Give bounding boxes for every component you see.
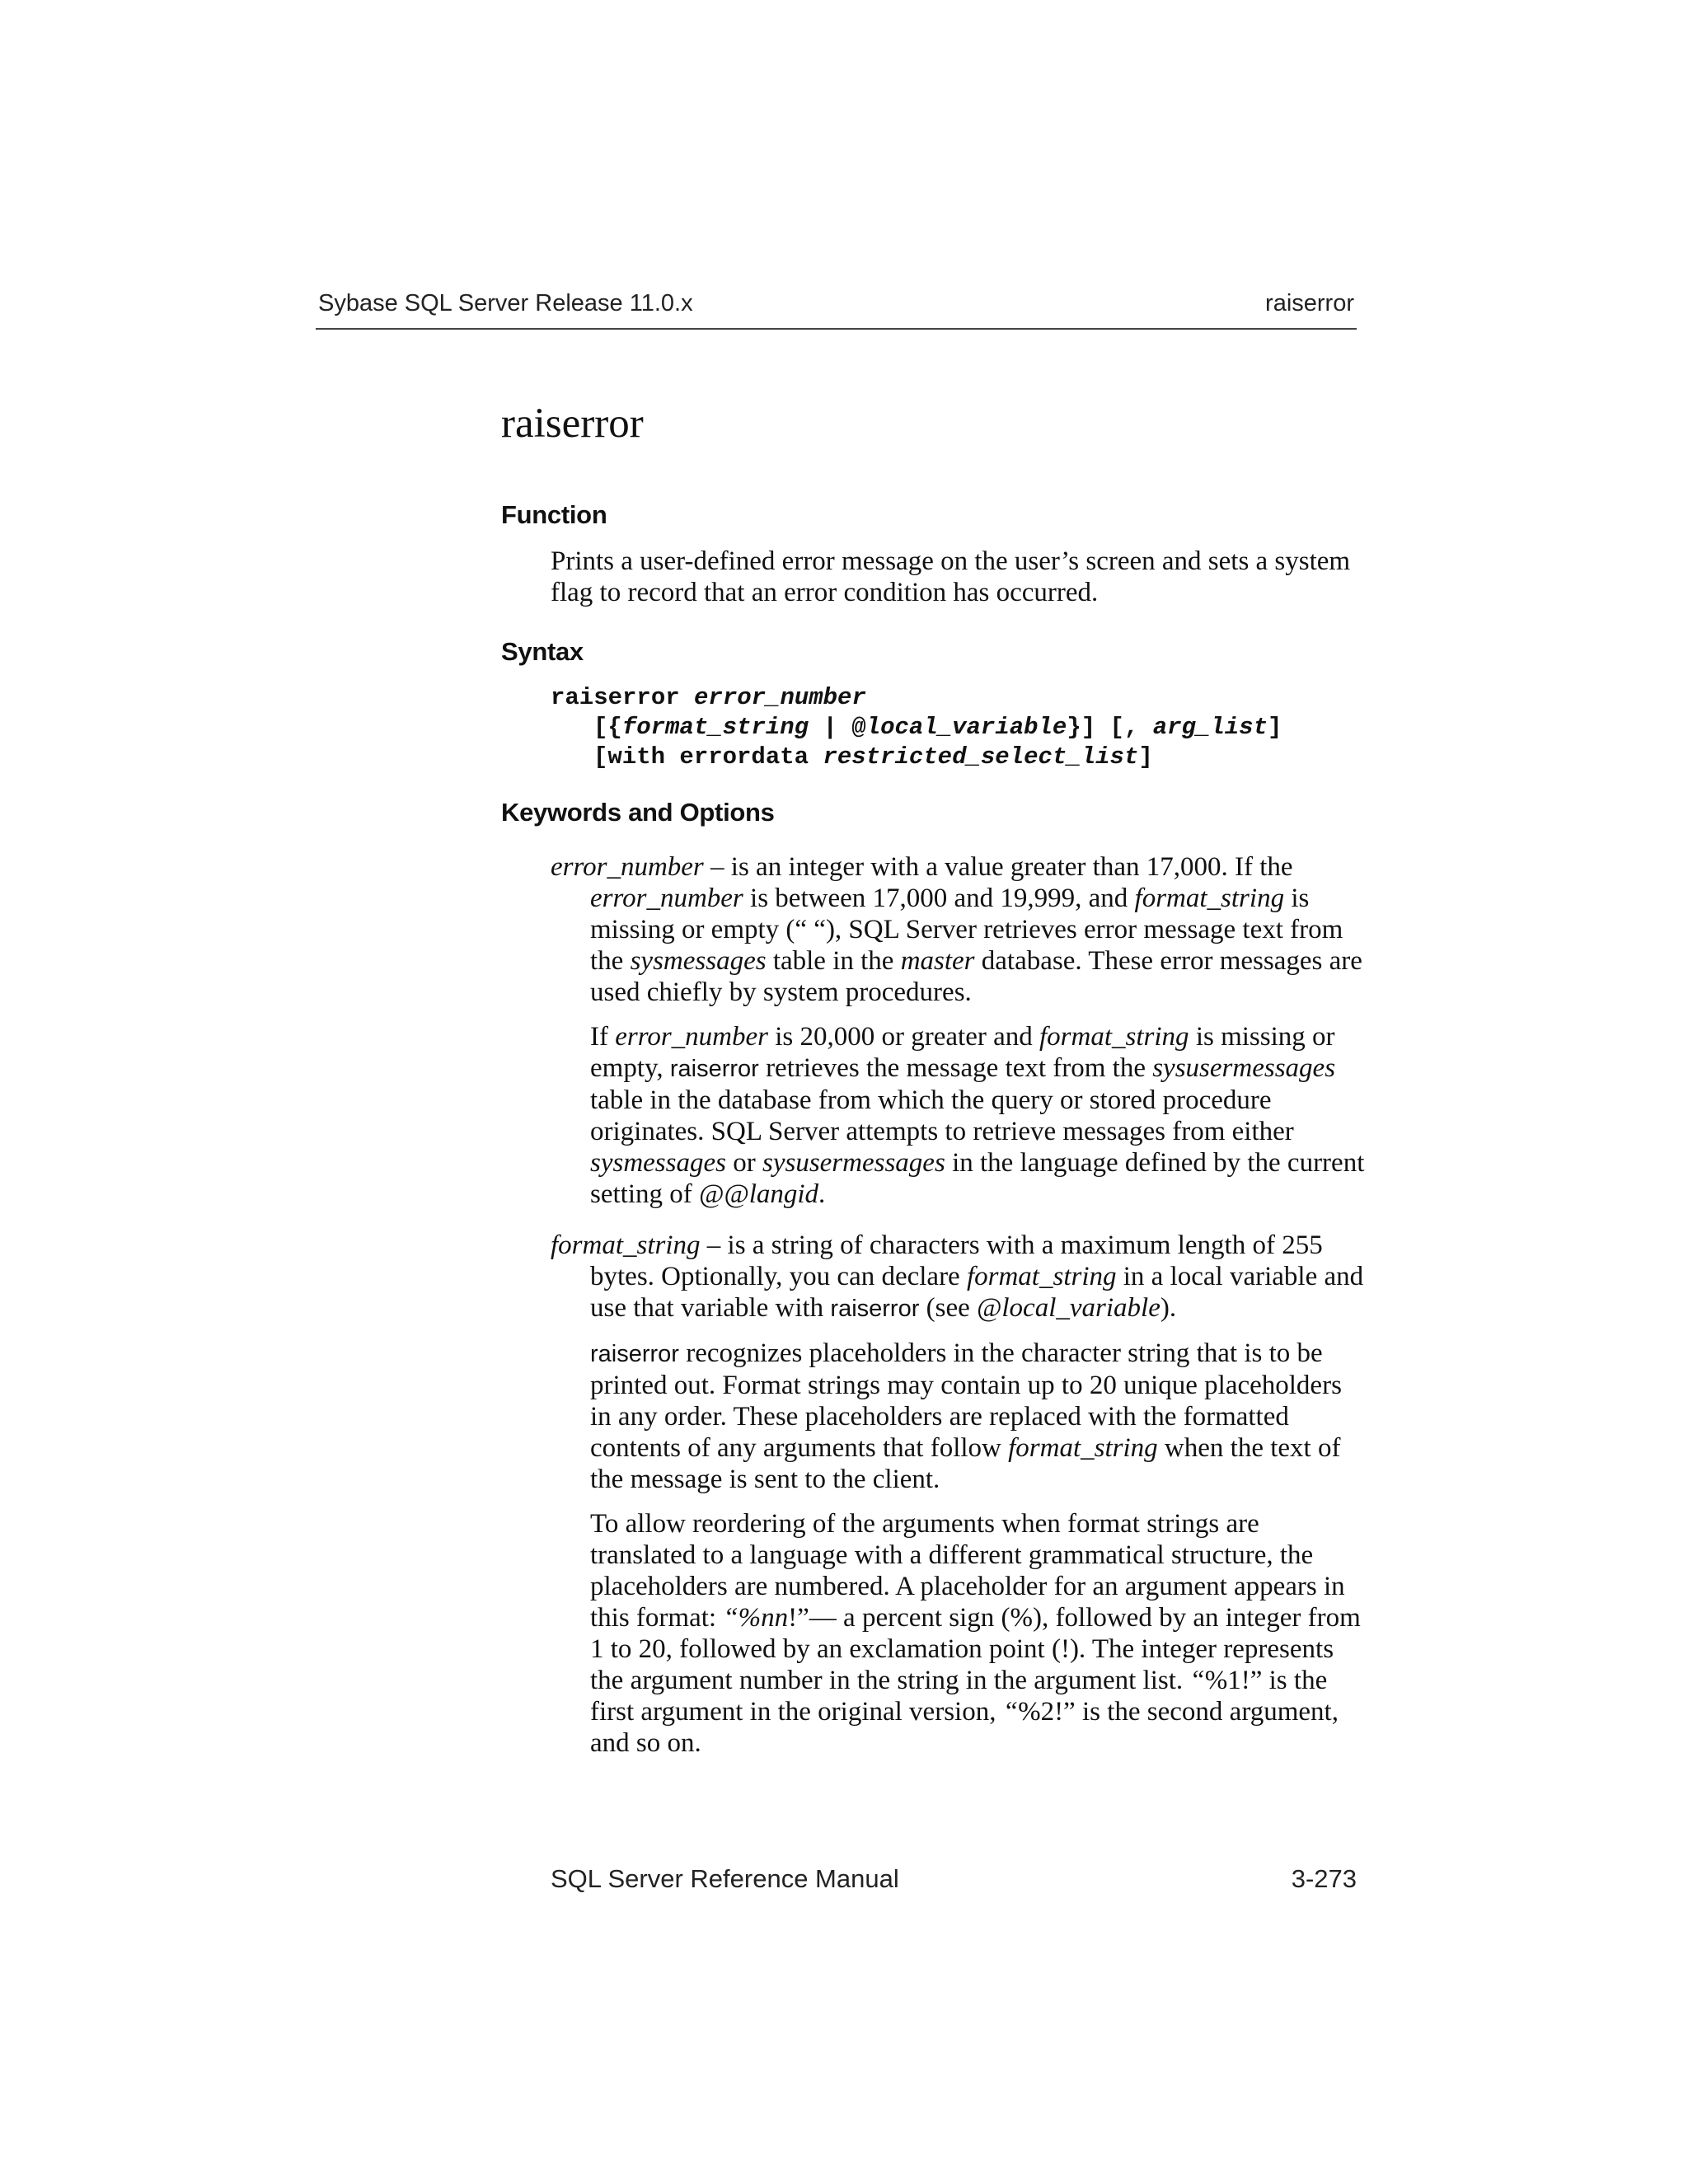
format-string-description: format_string – is a string of characters with a maximum length of 255 bytes. Optionally, you can declare format_string in a local variable and use that variable with raiserror (see @local_variable).: [551, 1230, 1364, 1323]
footer-page-number: 3-273: [1291, 1864, 1357, 1893]
running-footer: [551, 1864, 1357, 1894]
heading-keywords-options: Keywords and Options: [501, 798, 775, 827]
header-book-title: Sybase SQL Server Release 11.0.x: [318, 290, 693, 316]
syntax-line-2: [{format_string | @local_variable}] [, arg_list]: [593, 714, 1282, 741]
footer-manual-title: SQL Server Reference Manual: [551, 1864, 899, 1893]
syntax-line-3: [with errordata restricted_select_list]: [593, 743, 1153, 771]
error-number-description: error_number – is an integer with a value greater than 17,000. If the error_number is between 17,000 and 19,999, and format_string is missing or empty (“ “), SQL Server retrieves error message text from the sysmessages table in the master database. These error messages are used chiefly by system procedures.: [551, 852, 1362, 1007]
heading-syntax: Syntax: [501, 637, 584, 666]
format-string-reordering: To allow reordering of the arguments when format strings are translated to a language with a different grammatical structure, the placeholders are numbered. A placeholder for an argument appears in this format: “%nn!”— a percent sign (%), followed by an integer from 1 to 20, followed by an exclamation point (!). The integer represents the argument number in the string in the argument list. “%1!” is the first argument in the original version, “%2!” is the second argument, and so on.: [590, 1509, 1361, 1758]
keyword-entry-error-number: [551, 851, 1367, 1210]
syntax-line-1: raiserror error_number: [551, 684, 866, 711]
header-section-name: raiserror: [1265, 290, 1354, 316]
running-header: [316, 288, 1357, 330]
keyword-entry-format-string: [551, 1230, 1367, 1759]
format-string-placeholders: raiserror recognizes placeholders in the character string that is to be printed out. Format strings may contain up to 20 unique placeholders in any order. These placeholders are replaced with the formatted contents of any arguments that follow format_string when the text of the message is sent to the client.: [590, 1338, 1342, 1494]
syntax-block: [551, 683, 1367, 772]
page-title: raiserror: [501, 401, 644, 447]
term-format-string: format_string: [551, 1230, 701, 1260]
function-description: Prints a user-defined error message on the user’s screen and sets a system flag to record that an error condition has occurred.: [551, 546, 1351, 607]
error-number-detail: If error_number is 20,000 or greater and format_string is missing or empty, raiserror retrieves the message text from the sysusermessages table in the database from which the query or stored procedure originates. SQL Server attempts to retrieve messages from either sysmessages or sysusermessages in the language defined by the current setting of @@langid.: [590, 1022, 1365, 1209]
term-error-number: error_number: [551, 852, 704, 882]
heading-function: Function: [501, 500, 607, 529]
